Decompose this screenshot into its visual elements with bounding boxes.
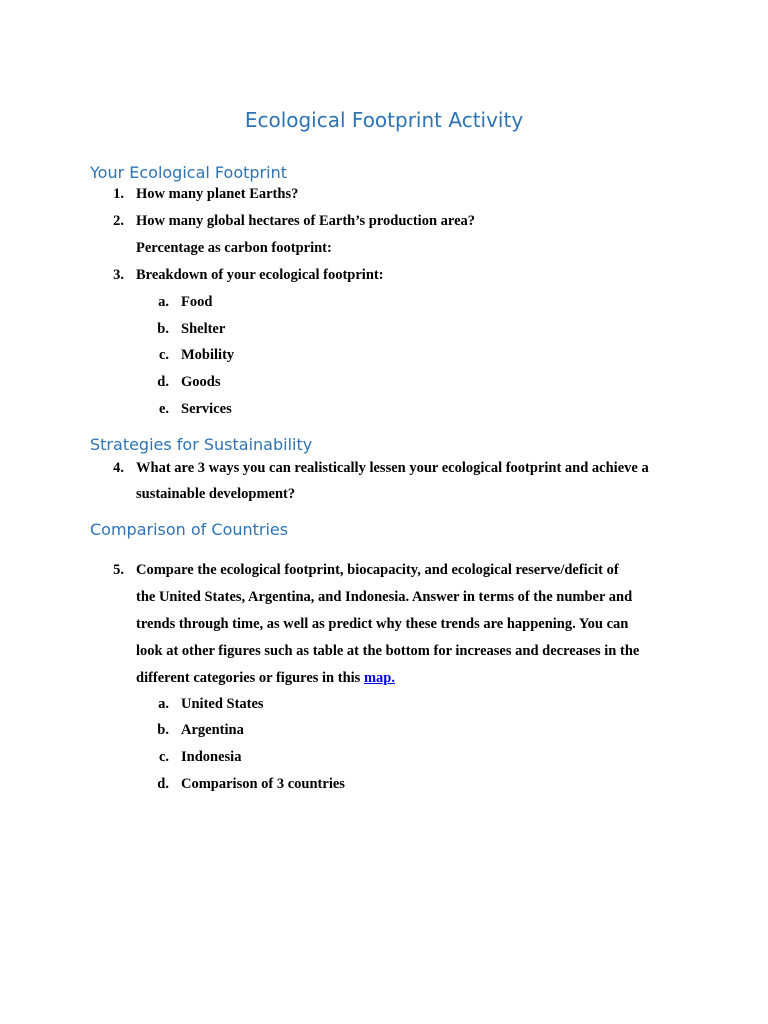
question-number: 4. — [113, 460, 124, 476]
list-letter: b. — [157, 722, 169, 738]
list-item: Goods — [181, 374, 221, 390]
question-text: Compare the ecological footprint, biocapacity, and ecological reserve/deficit of — [136, 562, 619, 578]
section-heading-your-footprint: Your Ecological Footprint — [90, 163, 287, 182]
list-letter: d. — [157, 374, 169, 390]
list-letter: c. — [158, 749, 169, 765]
list-item: Mobility — [181, 347, 235, 363]
map-link[interactable]: map. — [363, 670, 395, 686]
section-heading-strategies: Strategies for Sustainability — [90, 435, 313, 454]
list-letter: c. — [158, 347, 169, 363]
list-item: Services — [181, 401, 232, 417]
list-letter: d. — [157, 776, 169, 792]
question-number: 5. — [113, 562, 124, 578]
list-item: Shelter — [181, 321, 226, 337]
question-text: look at other figures such as table at the bottom for increases and decreases in the — [136, 643, 640, 659]
question-subtext: Percentage as carbon footprint: — [136, 240, 332, 256]
section-heading-comparison: Comparison of Countries — [90, 520, 289, 539]
document-title: Ecological Footprint Activity — [244, 108, 524, 132]
question-text: sustainable development? — [136, 486, 296, 502]
question-text: How many global hectares of Earth’s production area? — [136, 213, 476, 229]
question-text: trends through time, as well as predict why these trends are happening. You can — [136, 616, 629, 632]
list-letter: e. — [158, 401, 169, 417]
question-text-last-line — [136, 669, 395, 687]
question-text: How many planet Earths? — [136, 186, 299, 202]
list-item: United States — [181, 696, 264, 712]
list-letter: b. — [157, 321, 169, 337]
question-number: 1. — [113, 186, 124, 202]
list-item: Food — [181, 294, 213, 310]
question-text: What are 3 ways you can realistically lessen your ecological footprint and achieve a — [136, 460, 649, 476]
question-number: 2. — [113, 213, 124, 229]
question-text: Breakdown of your ecological footprint: — [136, 267, 384, 283]
list-item: Indonesia — [181, 749, 242, 765]
list-letter: a. — [158, 294, 169, 310]
list-item: Argentina — [181, 722, 244, 738]
question-text: the United States, Argentina, and Indonesia. Answer in terms of the number and — [136, 589, 633, 605]
question-number: 3. — [113, 267, 124, 283]
list-letter: a. — [158, 696, 169, 712]
list-item: Comparison of 3 countries — [181, 776, 345, 792]
question-text: different categories or figures in this — [136, 670, 364, 686]
